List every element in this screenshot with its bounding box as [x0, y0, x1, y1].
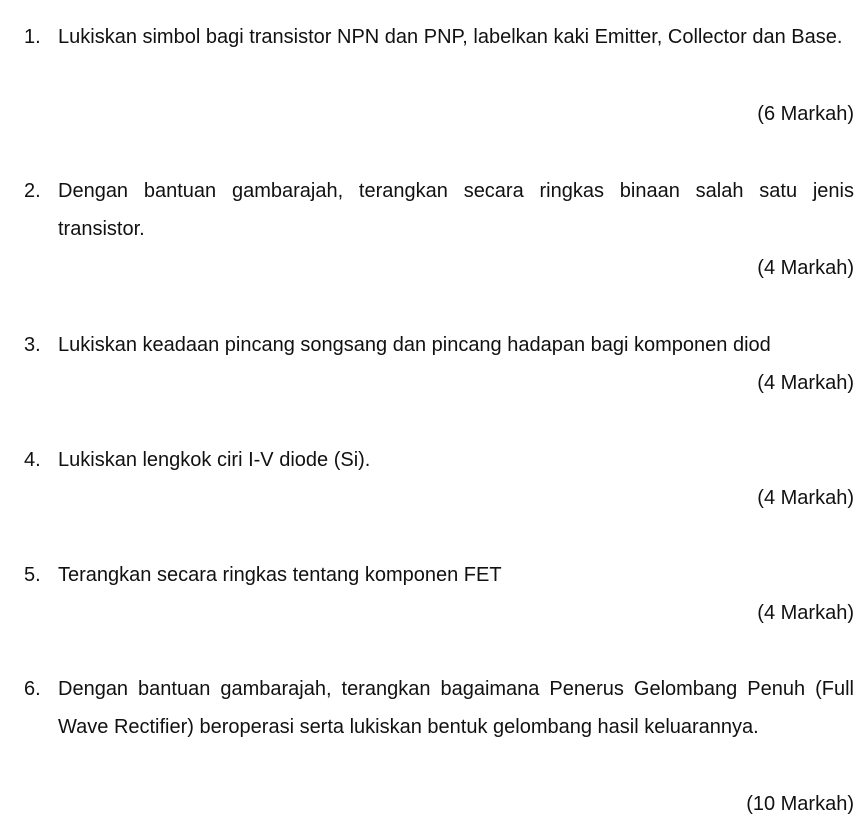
- question-number: 3.: [24, 334, 41, 356]
- question-text: Terangkan secara ringkas tentang komponen FET: [58, 564, 502, 586]
- question-text: Lukiskan keadaan pincang songsang dan pincang hadapan bagi komponen diod: [58, 334, 771, 356]
- question-number: 1.: [24, 26, 41, 48]
- question-text: Dengan bantuan gambarajah, terangkan secara ringkas binaan salah satu jenis transistor.: [58, 180, 854, 240]
- question-marks: (10 Markah): [746, 793, 854, 815]
- question-number: 2.: [24, 180, 41, 202]
- question-text: Dengan bantuan gambarajah, terangkan bagaimana Penerus Gelombang Penuh (Full Wave Rectifier) beroperasi serta lukiskan bentuk gelombang hasil keluarannya.: [58, 678, 854, 738]
- question-marks: (4 Markah): [757, 602, 854, 624]
- question-number: 6.: [24, 678, 41, 700]
- question-marks: (4 Markah): [757, 372, 854, 394]
- question-marks: (4 Markah): [757, 487, 854, 509]
- question-number: 4.: [24, 449, 41, 471]
- question-text: Lukiskan simbol bagi transistor NPN dan PNP, labelkan kaki Emitter, Collector dan Base.: [58, 26, 843, 48]
- question-text: Lukiskan lengkok ciri I-V diode (Si).: [58, 449, 371, 471]
- question-number: 5.: [24, 564, 41, 586]
- question-marks: (6 Markah): [757, 103, 854, 125]
- question-marks: (4 Markah): [757, 257, 854, 279]
